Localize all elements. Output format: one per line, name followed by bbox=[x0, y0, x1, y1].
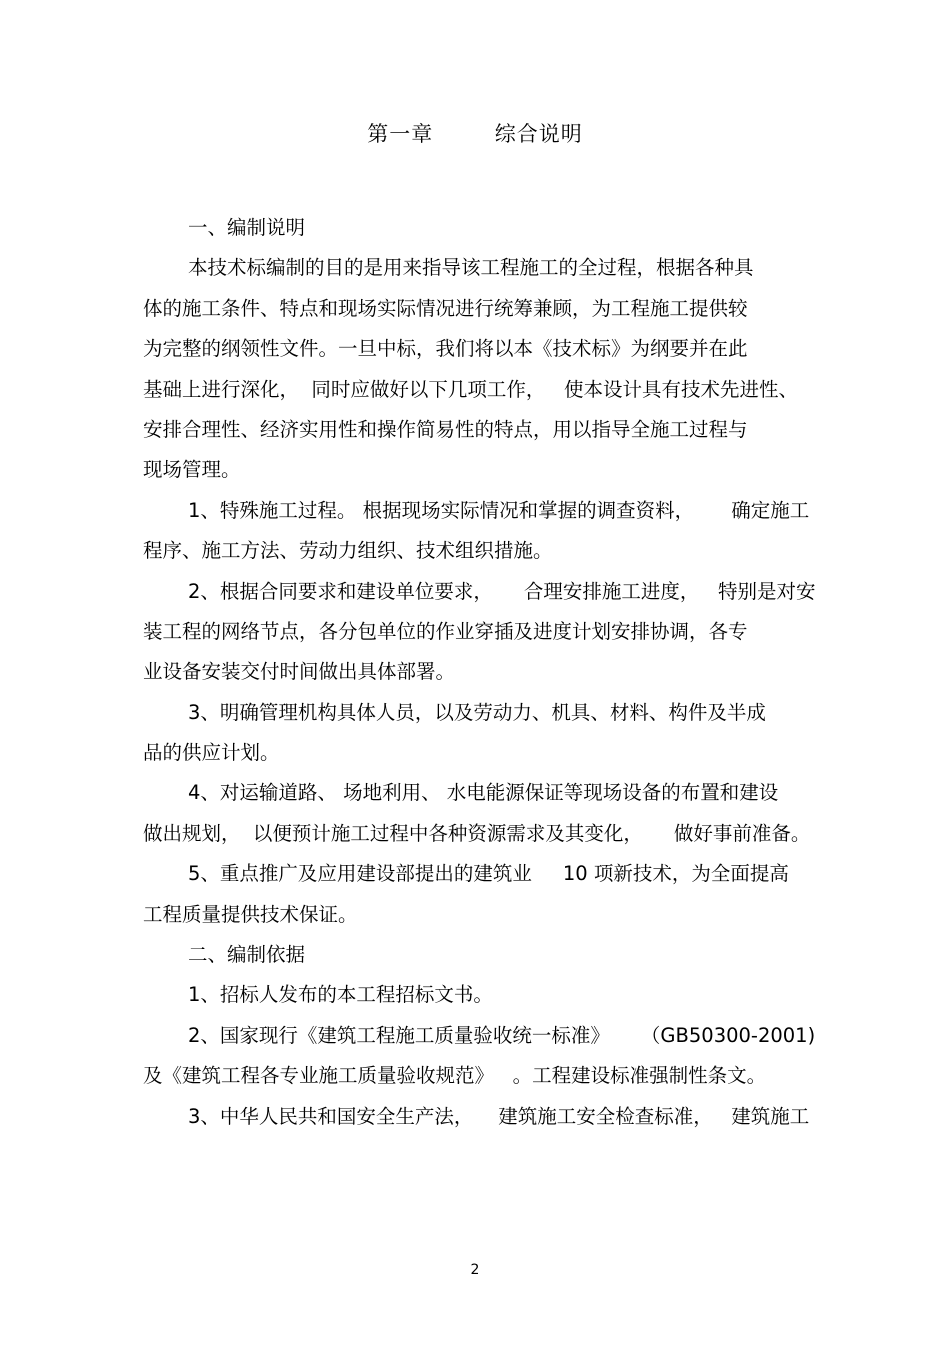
text-line: 及《建筑工程各专业施工质量验收规范》 。工程建设标准强制性条文。 bbox=[143, 1064, 767, 1088]
text-line: 2、根据合同要求和建设单位要求， 合理安排施工进度， 特别是对安 bbox=[188, 579, 816, 603]
text-line: 品的供应计划。 bbox=[143, 741, 280, 765]
text-line: 基础上进行深化， 同时应做好以下几项工作， 使本设计具有技术先进性、 bbox=[143, 377, 798, 401]
text-line: 1、特殊施工过程。 根据现场实际情况和掌握的调查资料， 确定施工 bbox=[188, 498, 810, 522]
text-line: 工程质量提供技术保证。 bbox=[143, 902, 358, 926]
text-line: 本技术标编制的目的是用来指导该工程施工的全过程，根据各种具 bbox=[188, 256, 754, 280]
text-line: 现场管理。 bbox=[143, 458, 241, 482]
text-line: 5、重点推广及应用建设部提出的建筑业 10 项新技术，为全面提高 bbox=[188, 862, 789, 886]
text-line: 做出规划， 以便预计施工过程中各种资源需求及其变化， 做好事前准备。 bbox=[143, 821, 811, 845]
text-line: 1、招标人发布的本工程招标文书。 bbox=[188, 983, 493, 1007]
text-line: 3、中华人民共和国安全生产法， 建筑施工安全检查标准， 建筑施工 bbox=[188, 1104, 810, 1128]
text-line: 业设备安装交付时间做出具体部署。 bbox=[143, 660, 456, 684]
text-line: 2、国家现行《建筑工程施工质量验收统一标准》 （GB50300-2001) bbox=[188, 1023, 816, 1047]
text-line: 3、明确管理机构具体人员，以及劳动力、机具、材料、构件及半成 bbox=[188, 700, 766, 724]
text-line: 为完整的纲领性文件。一旦中标，我们将以本《技术标》为纲要并在此 bbox=[143, 337, 748, 361]
document-body bbox=[143, 208, 843, 1137]
text-line: 4、对运输道路、 场地利用、 水电能源保证等现场设备的布置和建设 bbox=[188, 781, 779, 805]
text-line: 体的施工条件、特点和现场实际情况进行统筹兼顾，为工程施工提供较 bbox=[143, 296, 748, 320]
text-line: 装工程的网络节点，各分包单位的作业穿插及进度计划安排协调，各专 bbox=[143, 619, 748, 643]
text-line: 二、编制依据 bbox=[188, 943, 306, 967]
text-line: 安排合理性、经济实用性和操作简易性的特点，用以指导全施工过程与 bbox=[143, 417, 748, 441]
chapter-title: 第一章 综合说明 bbox=[367, 122, 583, 146]
text-line: 一、编制说明 bbox=[188, 216, 306, 239]
text-line: 程序、施工方法、劳动力组织、技术组织措施。 bbox=[143, 539, 553, 563]
page-number: 2 bbox=[470, 1262, 480, 1278]
